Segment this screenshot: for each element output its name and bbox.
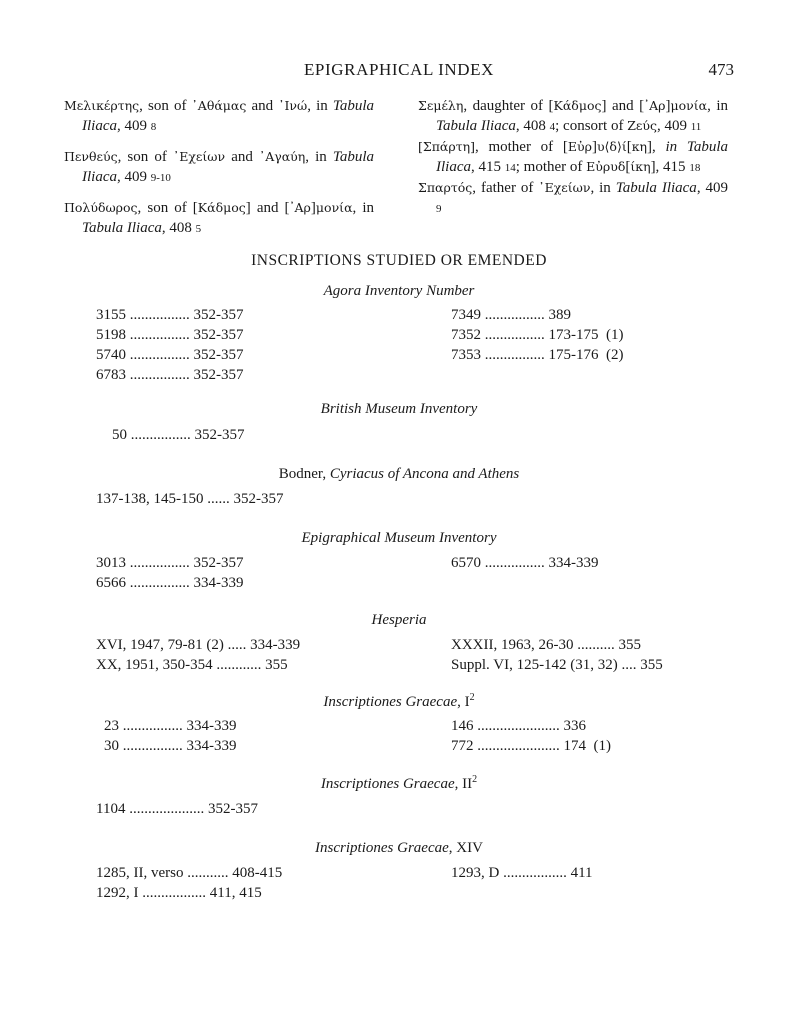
index-row: 137-138, 145-150 ...... 352-357 <box>96 491 284 507</box>
running-title: EPIGRAPHICAL INDEX <box>303 60 495 79</box>
index-row: 1293, D ................. 411 <box>451 865 593 881</box>
index-row: 5740 ................ 352-357 <box>96 347 244 363</box>
subheading-british-museum: British Museum Inventory <box>320 401 478 417</box>
subheading-ig-ii: Inscriptiones Graecae, $II^2$ <box>320 774 478 792</box>
index-row: 23 ................ 334-339 <box>104 718 237 734</box>
index-entry-semele: Σεμέλη, daughter of [Κάδμος] and [᾿Αρ]μονία, in Tabula Iliaca, 408 4; consort of Ζεύς, 409 11 <box>418 98 728 134</box>
index-row: XXXII, 1963, 26-30 .......... 355 <box>451 637 641 653</box>
subheading-ig-xiv: Inscriptiones Graecae, XIV <box>315 840 483 856</box>
subheading-ig-i: Inscriptiones Graecae, $I^2$ <box>323 692 475 710</box>
subheading-agora: Agora Inventory Number <box>323 283 475 299</box>
index-entry-pentheus: Πενθεύς, son of ᾿Εχείων and ᾿Αγαύη, in Tabula Iliaca, 409 9-10 <box>64 149 374 185</box>
index-entry-spartos: Σπαρτός, father of ᾿Εχείων, in Tabula Iliaca, 409 9 <box>418 180 728 215</box>
index-row: 6570 ................ 334-339 <box>451 555 599 571</box>
entries-right-column <box>418 96 728 219</box>
index-row: 3013 ................ 352-357 <box>96 555 244 571</box>
index-row: 6566 ................ 334-339 <box>96 575 244 591</box>
index-row: 6783 ................ 352-357 <box>96 367 244 383</box>
page-header <box>0 60 798 84</box>
index-row: 7352 ................ 173-175 (1) <box>451 327 624 343</box>
index-row: 1292, I ................. 411, 415 <box>96 885 262 901</box>
index-row: 772 ...................... 174 (1) <box>451 738 611 754</box>
index-entry-melikertes: Μελικέρτης, son of ᾿Αθάμας and ᾿Ινώ, in Tabula Iliaca, 409 8 <box>64 98 374 134</box>
index-row: 5198 ................ 352-357 <box>96 327 244 343</box>
page-number: 473 <box>708 60 734 79</box>
subheading-hesperia: Hesperia <box>371 612 427 628</box>
index-row: 1104 .................... 352-357 <box>96 801 258 817</box>
index-row: 7349 ................ 389 <box>451 307 571 323</box>
index-row: 146 ...................... 336 <box>451 718 586 734</box>
subheading-bodner: Bodner, Cyriacus of Ancona and Athens <box>278 466 520 482</box>
index-row: Suppl. VI, 125-142 (31, 32) .... 355 <box>451 657 663 673</box>
index-entry-polydoros: Πολύδωρος, son of [Κάδμος] and [᾿Αρ]μονία, in Tabula Iliaca, 408 5 <box>64 200 374 236</box>
index-row: 3155 ................ 352-357 <box>96 307 244 323</box>
index-row: XVI, 1947, 79-81 (2) ..... 334-339 <box>96 637 301 653</box>
index-entry-sparte: [Σπάρτη], mother of [Εὐρ]υ⟨δ⟩ί[κη], in Tabula Iliaca, 415 14; mother of Εὐρυδ[ίκη], 415 18 <box>418 139 728 175</box>
subheading-epigraphical-museum: Epigraphical Museum Inventory <box>301 530 497 546</box>
index-row: 1285, II, verso ........... 408-415 <box>96 865 283 881</box>
section-title: INSCRIPTIONS STUDIED OR EMENDED <box>251 252 547 269</box>
index-row: 50 ................ 352-357 <box>112 427 245 443</box>
entries-left-column <box>64 96 374 249</box>
index-row: XX, 1951, 350-354 ............ 355 <box>96 657 288 673</box>
index-row: 7353 ................ 175-176 (2) <box>451 347 624 363</box>
index-row: 30 ................ 334-339 <box>104 738 237 754</box>
